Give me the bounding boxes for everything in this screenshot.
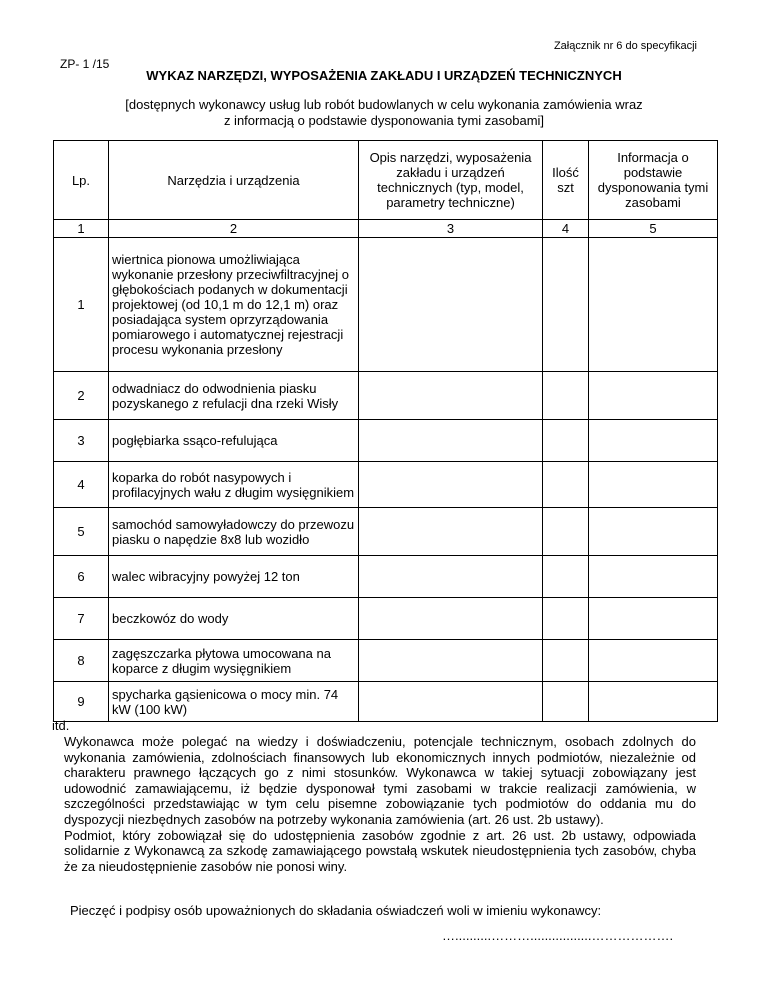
quantity-cell: [543, 508, 589, 556]
quantity-cell: [543, 372, 589, 420]
row-lp: 9: [54, 682, 109, 722]
info-cell: [589, 556, 718, 598]
equipment-table: [53, 140, 718, 722]
info-cell: [589, 462, 718, 508]
header-quantity: Ilość szt: [543, 141, 589, 220]
row-equipment-name: koparka do robót nasypowych i profilacyjnych wału z długim wysięgnikiem: [109, 462, 359, 508]
info-cell: [589, 238, 718, 372]
table-row: [54, 640, 718, 682]
row-lp: 5: [54, 508, 109, 556]
row-equipment-name: wiertnica pionowa umożliwiająca wykonanie przesłony przeciwfiltracyjnej o głębokościach podanych w dokumentacji projektowej (od 10,1 m do 12,1 m) oraz posiadająca system oprzyrządowania pomiarowego i automatycznej rejestracji procesu wykonania przesłony: [109, 238, 359, 372]
table-row: [54, 372, 718, 420]
table-row: [54, 598, 718, 640]
signature-line: …..........……….................……………….: [442, 928, 674, 943]
row-lp: 3: [54, 420, 109, 462]
table-row: [54, 508, 718, 556]
description-cell: [359, 238, 543, 372]
quantity-cell: [543, 682, 589, 722]
row-equipment-name: beczkowóz do wody: [109, 598, 359, 640]
info-cell: [589, 598, 718, 640]
etc-label: itd.: [52, 718, 70, 733]
info-cell: [589, 682, 718, 722]
page-title: WYKAZ NARZĘDZI, WYPOSAŻENIA ZAKŁADU I URZĄDZEŃ TECHNICZNYCH: [146, 68, 622, 83]
table-row: [54, 462, 718, 508]
subtitle: [0, 97, 768, 129]
info-cell: [589, 508, 718, 556]
description-cell: [359, 508, 543, 556]
description-cell: [359, 372, 543, 420]
reference-number: ZP- 1 /15: [60, 57, 110, 71]
row-lp: 4: [54, 462, 109, 508]
column-number: 3: [359, 220, 543, 238]
quantity-cell: [543, 462, 589, 508]
row-lp: 2: [54, 372, 109, 420]
row-equipment-name: zagęszczarka płytowa umocowana na koparce z długim wysięgnikiem: [109, 640, 359, 682]
row-equipment-name: spycharka gąsienicowa o mocy min. 74 kW (100 kW): [109, 682, 359, 722]
quantity-cell: [543, 556, 589, 598]
signature-instruction: Pieczęć i podpisy osób upoważnionych do składania oświadczeń woli w imieniu wykonawcy:: [70, 903, 602, 918]
column-number: 1: [54, 220, 109, 238]
row-equipment-name: pogłębiarka ssąco-refulująca: [109, 420, 359, 462]
column-number: 5: [589, 220, 718, 238]
row-equipment-name: odwadniacz do odwodnienia piasku pozyskanego z refulacji dna rzeki Wisły: [109, 372, 359, 420]
subtitle-line: [dostępnych wykonawcy usług lub robót budowlanych w celu wykonania zamówienia wraz: [125, 97, 643, 112]
description-cell: [359, 556, 543, 598]
quantity-cell: [543, 640, 589, 682]
header-tools: Narzędzia i urządzenia: [109, 141, 359, 220]
legal-paragraph: Podmiot, który zobowiązał się do udostępnienia zasobów zgodnie z art. 26 ust. 2b ustawy, odpowiada solidarnie z Wykonawcą za szkodę zamawiającego powstałą wskutek nieudostępnienia tych zasobów, chyba że za nieudostępnienie zasobów nie ponosi winy.: [64, 827, 696, 874]
description-cell: [359, 420, 543, 462]
column-number: 2: [109, 220, 359, 238]
legal-paragraph: Wykonawca może polegać na wiedzy i doświadczeniu, potencjale technicznym, osobach zdolnych do wykonania zamówienia, zdolnościach finansowych lub ekonomicznych innych podmiotów, niezależnie od charakteru prawnego łączących go z nimi stosunków. Wykonawca w takiej sytuacji zobowiązany jest udowodnić zamawiającemu, iż będzie dysponował tymi zasobami w trakcie realizacji zamówienia, w szczególności przedstawiając w tym celu pisemne zobowiązanie tych podmiotów do oddania mu do dyspozycji niezbędnych zasobów na potrzeby wykonania zamówienia (art. 26 ust. 2b ustawy).: [64, 734, 696, 827]
row-lp: 1: [54, 238, 109, 372]
row-lp: 8: [54, 640, 109, 682]
info-cell: [589, 420, 718, 462]
quantity-cell: [543, 598, 589, 640]
description-cell: [359, 598, 543, 640]
quantity-cell: [543, 238, 589, 372]
table-row: [54, 420, 718, 462]
row-equipment-name: walec wibracyjny powyżej 12 ton: [109, 556, 359, 598]
description-cell: [359, 682, 543, 722]
subtitle-line: z informacją o podstawie dysponowania tymi zasobami]: [223, 113, 545, 128]
table-row: [54, 556, 718, 598]
header-description: Opis narzędzi, wyposażenia zakładu i urządzeń technicznych (typ, model, parametry techniczne): [359, 141, 543, 220]
description-cell: [359, 640, 543, 682]
info-cell: [589, 372, 718, 420]
table-row: [54, 238, 718, 372]
header-info: Informacja o podstawie dysponowania tymi zasobami: [589, 141, 718, 220]
header-lp: Lp.: [54, 141, 109, 220]
legal-notice: [64, 734, 696, 874]
info-cell: [589, 640, 718, 682]
row-lp: 6: [54, 556, 109, 598]
column-number: 4: [543, 220, 589, 238]
table-row: [54, 682, 718, 722]
quantity-cell: [543, 420, 589, 462]
row-equipment-name: samochód samowyładowczy do przewozu piasku o napędzie 8x8 lub wozidło: [109, 508, 359, 556]
row-lp: 7: [54, 598, 109, 640]
annex-label: Załącznik nr 6 do specyfikacji: [553, 40, 697, 52]
description-cell: [359, 462, 543, 508]
